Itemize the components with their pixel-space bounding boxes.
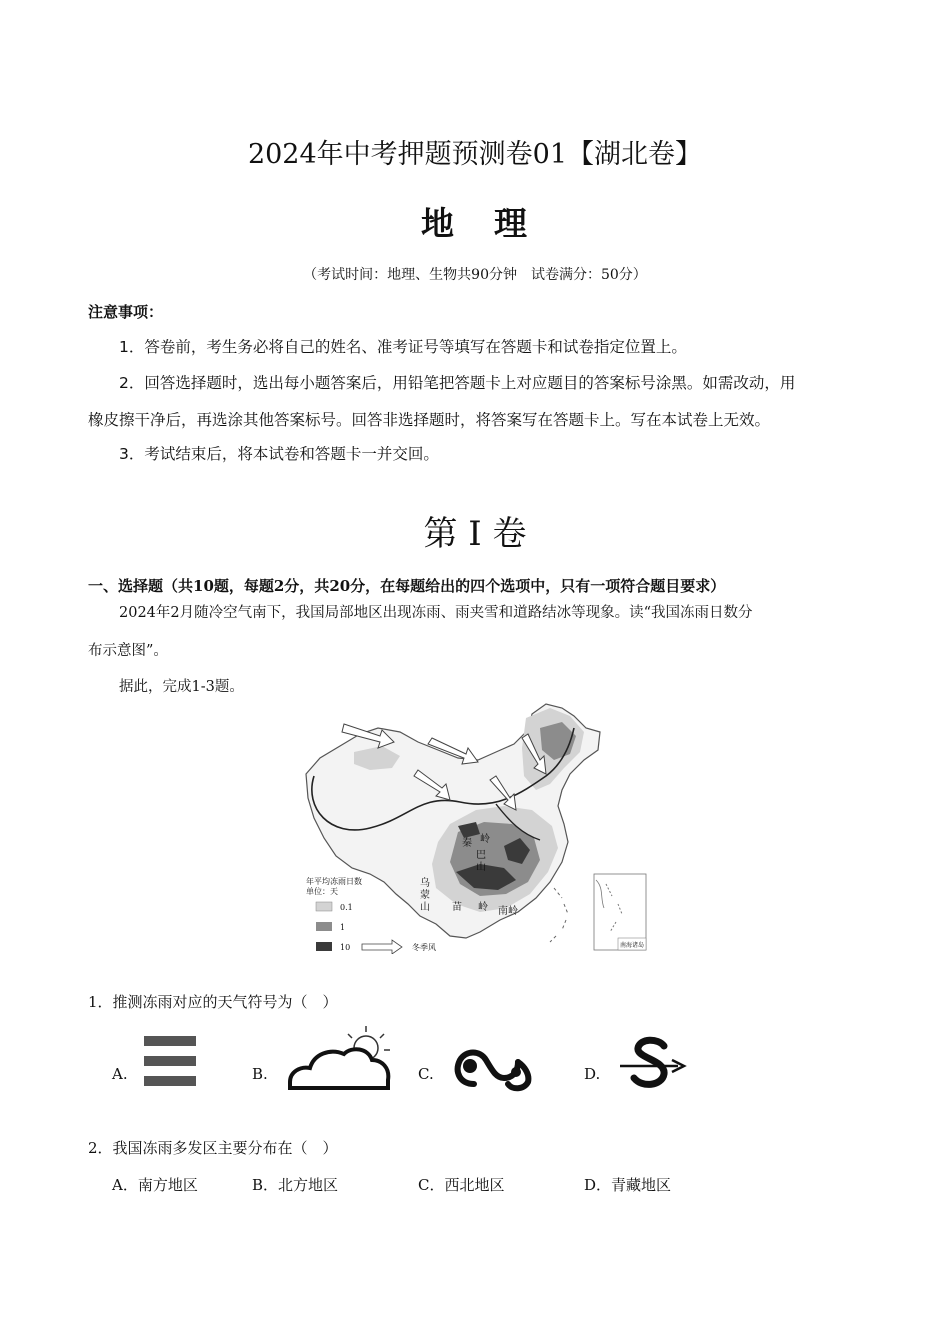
map-label-wu-1: 乌 (420, 878, 430, 889)
q1-option-d-letter: D. (584, 1065, 601, 1083)
subject-char-1: 地 (421, 204, 456, 243)
inset-label: 南海诸岛 (620, 942, 645, 949)
notes-heading: 注意事项： (88, 303, 164, 321)
legend-wind-label: 冬季风 (412, 943, 436, 952)
map-label-qin-2: 岭 (480, 834, 490, 845)
map-label-qin-1: 秦 (462, 838, 472, 849)
legend-wind-arrow-icon (362, 940, 402, 954)
legend-swatch-light (316, 902, 332, 911)
q2-option-c (418, 1174, 505, 1195)
q2-option-c-text: 西北地区 (444, 1176, 505, 1194)
freezing-rain-icon (452, 1044, 536, 1092)
map-label-ba-2: 山 (476, 862, 486, 873)
map-label-wu-2: 蒙 (420, 890, 430, 901)
subject-char-2: 理 (494, 204, 529, 243)
sandstorm-icon (618, 1036, 688, 1092)
legend-unit: 单位：天 (306, 887, 338, 896)
legend-label-light: 0.1 (340, 903, 353, 912)
legend-swatch-dark (316, 942, 332, 951)
map-label-wu-3: 山 (420, 902, 430, 913)
map-label-nanling: 南岭 (498, 906, 518, 917)
cloudy-sun-icon (286, 1024, 396, 1092)
note-item-2: 2．回答选择题时，选出每小题答案后，用铅笔把答题卡上对应题目的答案标号涂黑。如需改动，用 (119, 374, 796, 392)
q2-option-b-text: 北方地区 (278, 1176, 339, 1194)
exam-title: 2024年中考押题预测卷01【湖北卷】 (247, 139, 703, 170)
q2-option-c-letter: C． (418, 1176, 445, 1194)
q1-option-a-letter: A. (112, 1065, 128, 1083)
q2-option-a (112, 1174, 198, 1195)
q2-option-b-letter: B． (252, 1176, 279, 1194)
q2-option-d-text: 青藏地区 (611, 1176, 672, 1194)
legend-swatch-mid (316, 922, 332, 931)
freezing-rain-map (300, 698, 652, 954)
q1-option-b-letter: B. (252, 1065, 268, 1083)
q2-option-d-letter: D． (584, 1176, 612, 1194)
q2-option-b (252, 1174, 338, 1195)
note-item-2-cont: 橡皮擦干净后，再选涂其他答案标号。回答非选择题时，将答案写在答题卡上。写在本试卷上无效。 (88, 411, 771, 429)
note-item-1: 1．答卷前，考生务必将自己的姓名、准考证号等填写在答题卡和试卷指定位置上。 (119, 338, 687, 356)
section-heading: 一、选择题（共10题，每题2分，共20分，在每题给出的四个选项中，只有一项符合题目要求） (88, 577, 726, 595)
q2-option-d (584, 1174, 671, 1195)
part-title: 第 I 卷 (423, 514, 527, 554)
legend-label-dark: 10 (340, 943, 351, 952)
q2-option-a-letter: A． (112, 1176, 138, 1194)
subject-title (0, 198, 950, 245)
legend-title: 年平均冻雨日数 (306, 877, 362, 886)
fog-bars-icon (142, 1034, 198, 1090)
intro-line-3: 据此，完成1-3题。 (119, 679, 244, 695)
question-1-stem: 1．推测冻雨对应的天气符号为（ ） (88, 993, 338, 1011)
intro-line-2: 布示意图”。 (88, 643, 168, 659)
legend-label-mid: 1 (340, 923, 346, 932)
q2-option-a-text: 南方地区 (137, 1176, 198, 1194)
intro-line-1: 2024年2月随冷空气南下，我国局部地区出现冻雨、雨夹雪和道路结冰等现象。读“我国冻雨日数分 (119, 605, 753, 621)
q1-option-c-letter: C. (418, 1065, 434, 1083)
map-label-ba-1: 巴 (476, 850, 486, 861)
note-item-3: 3．考试结束后，将本试卷和答题卡一并交回。 (119, 445, 439, 463)
map-label-ling: 岭 (478, 902, 488, 913)
question-2-stem: 2．我国冻雨多发区主要分布在（ ） (88, 1139, 338, 1157)
map-label-miao: 苗 (452, 902, 462, 913)
exam-info: （考试时间：地理、生物共90分钟 试卷满分：50分） (303, 267, 647, 283)
south-sea-dashes (550, 888, 568, 942)
